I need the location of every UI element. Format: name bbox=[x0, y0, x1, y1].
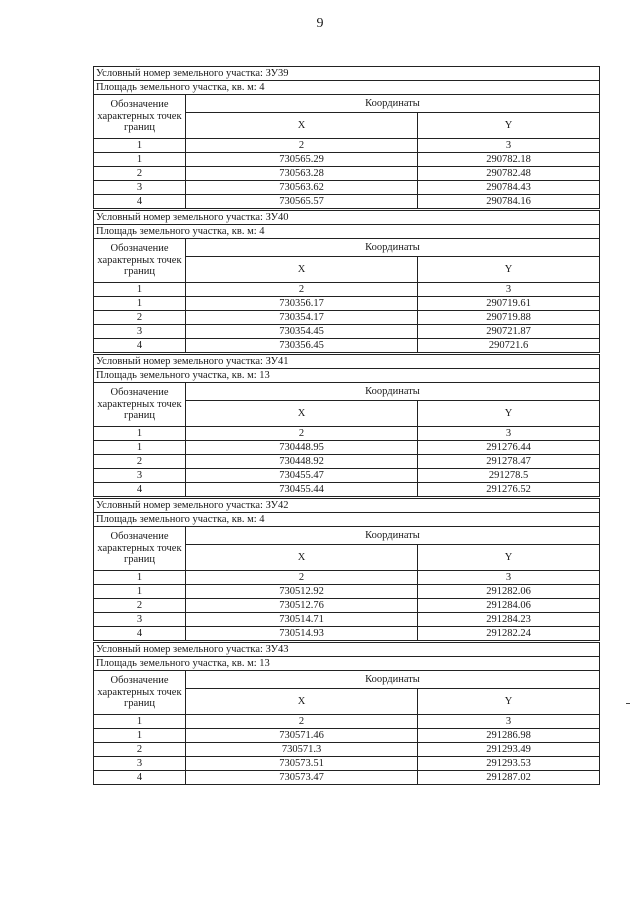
y-value: 291286.98 bbox=[418, 729, 600, 743]
y-value: 291293.53 bbox=[418, 757, 600, 771]
plot-table bbox=[93, 354, 600, 497]
header-row bbox=[94, 671, 600, 689]
column-number: 1 bbox=[94, 283, 186, 297]
point-id: 1 bbox=[94, 297, 186, 311]
y-value: 290721.87 bbox=[418, 325, 600, 339]
column-number: 1 bbox=[94, 427, 186, 441]
point-id: 4 bbox=[94, 339, 186, 353]
point-id: 3 bbox=[94, 757, 186, 771]
header-row bbox=[94, 383, 600, 401]
x-value: 730455.44 bbox=[186, 483, 418, 497]
y-value: 291278.47 bbox=[418, 455, 600, 469]
y-value: 291287.02 bbox=[418, 771, 600, 785]
x-header: X bbox=[186, 689, 418, 715]
plot-area-row bbox=[94, 369, 600, 383]
x-value: 730356.17 bbox=[186, 297, 418, 311]
plot-area-cell bbox=[94, 513, 600, 527]
point-id: 3 bbox=[94, 181, 186, 195]
x-value: 730563.28 bbox=[186, 167, 418, 181]
x-value: 730455.47 bbox=[186, 469, 418, 483]
plot-area-cell bbox=[94, 225, 600, 239]
plot-number-label: Условный номер земельного участка: bbox=[96, 67, 266, 79]
point-id: 4 bbox=[94, 627, 186, 641]
header-row bbox=[94, 95, 600, 113]
y-header: Y bbox=[418, 545, 600, 571]
table-row bbox=[94, 757, 600, 771]
plot-table bbox=[93, 498, 600, 641]
coordinates-header: Координаты bbox=[186, 95, 600, 113]
plot-area-cell bbox=[94, 369, 600, 383]
column-number: 3 bbox=[418, 139, 600, 153]
column-number-row bbox=[94, 571, 600, 585]
point-designation-header: Обозначение характерных точек границ bbox=[94, 671, 186, 715]
table-row bbox=[94, 743, 600, 757]
x-value: 730565.29 bbox=[186, 153, 418, 167]
column-number: 3 bbox=[418, 283, 600, 297]
y-value: 290719.88 bbox=[418, 311, 600, 325]
plot-area-label: Площадь земельного участка, кв. м: bbox=[96, 657, 260, 669]
y-value: 290784.16 bbox=[418, 195, 600, 209]
point-designation-header: Обозначение характерных точек границ bbox=[94, 383, 186, 427]
plot-number-label: Условный номер земельного участка: bbox=[96, 211, 266, 223]
x-value: 730565.57 bbox=[186, 195, 418, 209]
column-number: 2 bbox=[186, 571, 418, 585]
plot-area-label: Площадь земельного участка, кв. м: bbox=[96, 513, 260, 525]
column-number-row bbox=[94, 139, 600, 153]
point-id: 1 bbox=[94, 441, 186, 455]
plot-number-value: ЗУ43 bbox=[265, 643, 289, 655]
y-value: 290784.43 bbox=[418, 181, 600, 195]
table-row bbox=[94, 153, 600, 167]
plot-number-label: Условный номер земельного участка: bbox=[96, 499, 266, 511]
table-row bbox=[94, 585, 600, 599]
coordinates-header: Координаты bbox=[186, 239, 600, 257]
plot-area-label: Площадь земельного участка, кв. м: bbox=[96, 81, 260, 93]
x-value: 730563.62 bbox=[186, 181, 418, 195]
x-value: 730354.17 bbox=[186, 311, 418, 325]
column-number: 3 bbox=[418, 571, 600, 585]
x-value: 730512.76 bbox=[186, 599, 418, 613]
plot-area-value: 13 bbox=[259, 369, 270, 381]
column-number-row bbox=[94, 715, 600, 729]
plot-area-row bbox=[94, 513, 600, 527]
plot-area-label: Площадь земельного участка, кв. м: bbox=[96, 369, 260, 381]
point-id: 3 bbox=[94, 613, 186, 627]
point-id: 2 bbox=[94, 455, 186, 469]
table-row bbox=[94, 339, 600, 353]
point-id: 4 bbox=[94, 483, 186, 497]
scan-mark bbox=[626, 703, 630, 704]
plot-area-value: 4 bbox=[259, 513, 265, 525]
table-row bbox=[94, 455, 600, 469]
point-id: 1 bbox=[94, 153, 186, 167]
plot-area-cell bbox=[94, 657, 600, 671]
plot-number-cell bbox=[94, 499, 600, 513]
header-row bbox=[94, 239, 600, 257]
x-value: 730514.93 bbox=[186, 627, 418, 641]
table-row bbox=[94, 167, 600, 181]
coordinates-header: Координаты bbox=[186, 527, 600, 545]
column-number: 3 bbox=[418, 427, 600, 441]
coordinates-header: Координаты bbox=[186, 671, 600, 689]
y-value: 291284.23 bbox=[418, 613, 600, 627]
table-row bbox=[94, 627, 600, 641]
plot-number-row bbox=[94, 499, 600, 513]
plot-area-value: 4 bbox=[259, 225, 265, 237]
y-value: 291284.06 bbox=[418, 599, 600, 613]
column-number: 1 bbox=[94, 139, 186, 153]
y-value: 291293.49 bbox=[418, 743, 600, 757]
table-row bbox=[94, 311, 600, 325]
y-header: Y bbox=[418, 257, 600, 283]
plot-number-value: ЗУ41 bbox=[265, 355, 289, 367]
plot-number-row bbox=[94, 355, 600, 369]
y-value: 291278.5 bbox=[418, 469, 600, 483]
table-row bbox=[94, 181, 600, 195]
x-value: 730448.92 bbox=[186, 455, 418, 469]
point-id: 4 bbox=[94, 771, 186, 785]
plot-number-label: Условный номер земельного участка: bbox=[96, 355, 266, 367]
plot-number-cell bbox=[94, 211, 600, 225]
column-number: 2 bbox=[186, 427, 418, 441]
x-value: 730571.46 bbox=[186, 729, 418, 743]
table-row bbox=[94, 297, 600, 311]
table-row bbox=[94, 613, 600, 627]
plot-table bbox=[93, 210, 600, 353]
plot-number-cell bbox=[94, 355, 600, 369]
plot-block bbox=[93, 354, 599, 497]
x-value: 730512.92 bbox=[186, 585, 418, 599]
plot-table bbox=[93, 642, 600, 785]
point-id: 2 bbox=[94, 599, 186, 613]
x-value: 730354.45 bbox=[186, 325, 418, 339]
plot-number-row bbox=[94, 643, 600, 657]
plot-area-value: 4 bbox=[259, 81, 265, 93]
column-number: 3 bbox=[418, 715, 600, 729]
y-header: Y bbox=[418, 689, 600, 715]
table-row bbox=[94, 469, 600, 483]
x-value: 730356.45 bbox=[186, 339, 418, 353]
y-value: 291282.24 bbox=[418, 627, 600, 641]
x-header: X bbox=[186, 545, 418, 571]
y-value: 290782.48 bbox=[418, 167, 600, 181]
plot-block bbox=[93, 642, 599, 785]
plot-area-label: Площадь земельного участка, кв. м: bbox=[96, 225, 260, 237]
plot-number-row bbox=[94, 67, 600, 81]
x-header: X bbox=[186, 401, 418, 427]
plot-block bbox=[93, 66, 599, 209]
column-number: 1 bbox=[94, 715, 186, 729]
point-id: 1 bbox=[94, 585, 186, 599]
point-designation-header: Обозначение характерных точек границ bbox=[94, 95, 186, 139]
plot-area-row bbox=[94, 657, 600, 671]
coordinates-header: Координаты bbox=[186, 383, 600, 401]
column-number-row bbox=[94, 283, 600, 297]
x-value: 730514.71 bbox=[186, 613, 418, 627]
point-id: 3 bbox=[94, 325, 186, 339]
column-number: 1 bbox=[94, 571, 186, 585]
table-row bbox=[94, 599, 600, 613]
y-header: Y bbox=[418, 401, 600, 427]
point-id: 3 bbox=[94, 469, 186, 483]
x-value: 730573.47 bbox=[186, 771, 418, 785]
y-value: 290719.61 bbox=[418, 297, 600, 311]
column-number-row bbox=[94, 427, 600, 441]
table-row bbox=[94, 441, 600, 455]
point-id: 2 bbox=[94, 743, 186, 757]
point-id: 2 bbox=[94, 311, 186, 325]
y-header: Y bbox=[418, 113, 600, 139]
x-header: X bbox=[186, 257, 418, 283]
point-id: 1 bbox=[94, 729, 186, 743]
y-value: 291282.06 bbox=[418, 585, 600, 599]
column-number: 2 bbox=[186, 283, 418, 297]
column-number: 2 bbox=[186, 715, 418, 729]
x-header: X bbox=[186, 113, 418, 139]
table-row bbox=[94, 325, 600, 339]
y-value: 290782.18 bbox=[418, 153, 600, 167]
header-row bbox=[94, 527, 600, 545]
point-id: 4 bbox=[94, 195, 186, 209]
page-number: 9 bbox=[316, 16, 324, 31]
point-designation-header: Обозначение характерных точек границ bbox=[94, 239, 186, 283]
table-row bbox=[94, 771, 600, 785]
column-number: 2 bbox=[186, 139, 418, 153]
plot-number-label: Условный номер земельного участка: bbox=[96, 643, 266, 655]
x-value: 730571.3 bbox=[186, 743, 418, 757]
plot-number-value: ЗУ40 bbox=[265, 211, 289, 223]
table-row bbox=[94, 195, 600, 209]
plot-table bbox=[93, 66, 600, 209]
plot-area-value: 13 bbox=[259, 657, 270, 669]
point-id: 2 bbox=[94, 167, 186, 181]
plot-block bbox=[93, 498, 599, 641]
y-value: 290721.6 bbox=[418, 339, 600, 353]
x-value: 730448.95 bbox=[186, 441, 418, 455]
plot-number-value: ЗУ42 bbox=[265, 499, 289, 511]
y-value: 291276.52 bbox=[418, 483, 600, 497]
table-row bbox=[94, 729, 600, 743]
plot-number-cell bbox=[94, 643, 600, 657]
plot-number-cell bbox=[94, 67, 600, 81]
table-row bbox=[94, 483, 600, 497]
plots-list bbox=[93, 66, 599, 785]
x-value: 730573.51 bbox=[186, 757, 418, 771]
plot-area-cell bbox=[94, 81, 600, 95]
plot-number-value: ЗУ39 bbox=[265, 67, 289, 79]
point-designation-header: Обозначение характерных точек границ bbox=[94, 527, 186, 571]
plot-number-row bbox=[94, 211, 600, 225]
plot-block bbox=[93, 210, 599, 353]
y-value: 291276.44 bbox=[418, 441, 600, 455]
plot-area-row bbox=[94, 225, 600, 239]
plot-area-row bbox=[94, 81, 600, 95]
